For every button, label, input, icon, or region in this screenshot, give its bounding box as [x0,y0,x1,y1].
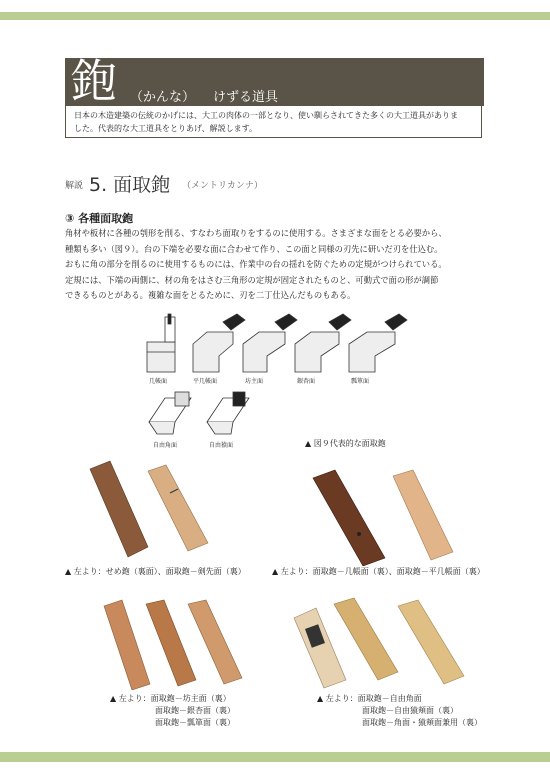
plane-drawings [135,312,425,452]
caption-line: 面取鉋－銀杏面（裏） [155,706,235,715]
drawing-jiyu-kakumen [149,392,191,434]
body-text [65,226,495,304]
section-label: 解説 [65,181,84,191]
intro-line-1: 日本の木造建築の伝統のかげには、大工の肉体の一部となり、使い馴らされてきた多くの大工道具がありま [74,111,458,120]
figure-9 [135,312,425,452]
body-line: 定規には、下端の両側に、材の角をはさむ三角形の定規が固定されたものと、可動式で面の形が調節 [65,274,439,285]
label-hira-kichomen: 平几帳面 [193,378,218,385]
caption-text: ▲ 左より：せめ鉋（裏面）、面取鉋－剣先面（裏） [65,567,246,576]
photo-bozu-icho-hyotan [98,594,258,690]
caption-text: ▲ 左より：面取鉋－几帳面（裏）、面取鉋－平几帳面（裏） [272,567,485,576]
label-hyotanmen: 瓢箪面 [351,378,370,385]
label-kichomen: 几帳面 [149,378,168,385]
title-box [65,54,484,108]
section-reading: （メントリカンナ） [182,181,263,191]
photo-jiyu-planes [288,596,468,690]
figure-caption: ▲ 図９代表的な面取鉋 [305,439,386,448]
drawing-jiyu-sarumen [207,392,249,434]
intro-line-2: した。代表的な大工道具をとりあげ、解説します。 [74,124,258,133]
drawing-kichomen [147,314,175,372]
caption-line: ▲ 左より：面取鉋－自由角面 [317,694,422,703]
body-line: 種類も多い（図９）。台の下端を必要な面に合わせて作り、この面と同様の刃先に研いだ刃を仕込む。 [65,243,443,254]
title-reading: （かんな） [130,90,196,105]
drawing-hira-kichomen [193,314,245,372]
subsection-heading: ③ 各種面取鉋 [65,212,134,225]
section-title: 5. 面取鉋 [89,174,171,196]
drawing-hyotanmen [349,314,407,372]
label-ichomen: 銀杏面 [297,378,316,385]
top-band [0,12,550,20]
photo-kichomen-planes [305,462,455,566]
photo-caption-3 [110,693,235,729]
title-subtitle: けずる道具 [213,90,279,105]
caption-line: 面取鉋－自由猿頬面（裏） [362,706,458,715]
photo-caption-4 [317,693,482,729]
caption-line: ▲ 左より：面取鉋－坊主面（裏） [110,694,231,703]
caption-line: 面取鉋－瓢箪面（裏） [155,718,235,727]
caption-line: 面取鉋－角面・猿頬面兼用（裏） [362,718,482,727]
title-kanji: 鉋 [71,54,117,108]
body-line: できるものとがある。複雑な面をとるために、刃を二丁仕込んだものもある。 [65,290,356,301]
body-line: おもに角の部分を削るのに使用するものには、作業中の台の揺れを防ぐための定規がつけられている。 [65,259,447,270]
photo-seme-kanna [82,455,212,563]
label-bozumen: 坊主面 [245,378,264,385]
label-jiyu-sarumen: 自由猿面 [209,442,234,449]
photo-caption-2 [272,566,485,578]
body-line: 角材や板材に各種の刳形を削る、すなわち面取りをするのに使用する。さまざまな面をとる必要から、 [65,228,447,238]
drawing-ichomen [295,314,351,372]
intro-box [65,106,482,138]
drawing-bozumen [243,314,297,372]
photo-caption-1 [65,566,246,578]
label-jiyu-kakumen: 自由角面 [153,442,178,449]
bottom-band [0,752,550,762]
